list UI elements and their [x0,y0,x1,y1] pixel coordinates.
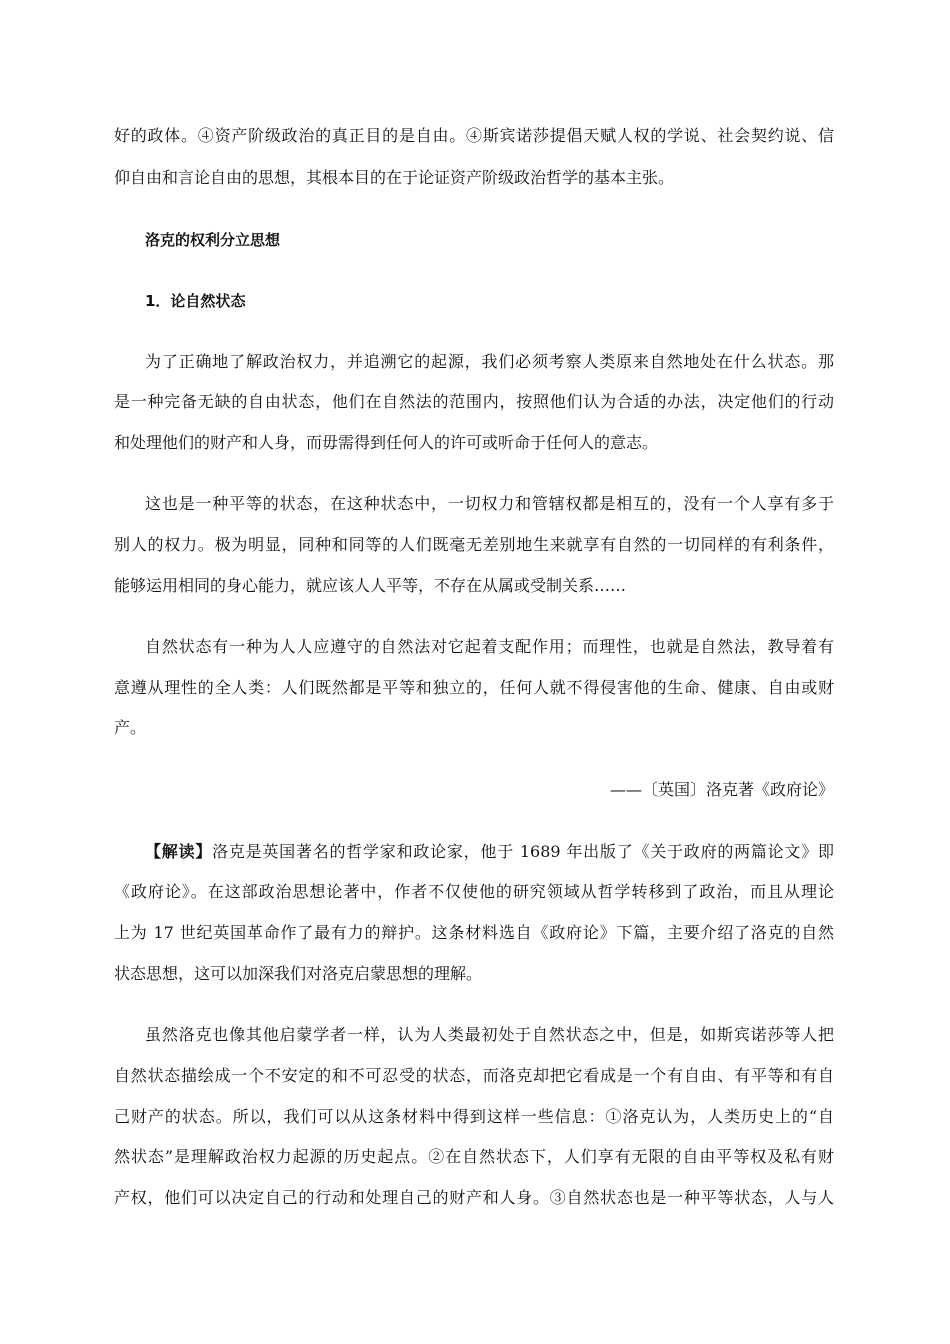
text-line: 这也是一种平等的状态，在这种状态中，一切权力和管辖权都是相互的，没有一个人享有多于 [145,494,834,513]
text-line: 自然状态有一种为人人应遵守的自然法对它起着支配作用；而理性，也就是自然法，教导着有 [145,637,834,656]
subsection-heading: 1．论自然状态 [145,292,246,310]
text-line: 虽然洛克也像其他启蒙学者一样，认为人类最初处于自然状态之中，但是，如斯宾诺莎等人把 [145,1025,834,1044]
text-line: 意遵从理性的全人类：人们既然都是平等和独立的，任何人就不得侵害他的生命、健康、自由或财 [114,678,834,697]
text-line: 别人的权力。极为明显，同种和同等的人们既毫无差别地生来就享有自然的一切同样的有利条件， [114,535,834,554]
text-line: 然状态”是理解政治权力起源的历史起点。②在自然状态下，人们享有无限的自由平等权及私有财 [114,1147,834,1166]
text-line: 好的政体。④资产阶级政治的真正目的是自由。④斯宾诺莎提倡天赋人权的学说、社会契约说、信 [114,126,834,145]
text-line: 自然状态描绘成一个不安定的和不可忍受的状态，而洛克却把它看成是一个有自由、有平等和有自 [114,1066,834,1085]
text-line [145,842,834,862]
text-line: 产。 [114,718,147,737]
section-heading: 洛克的权利分立思想 [145,231,281,249]
text-line: 状态思想，这可以加深我们对洛克启蒙思想的理解。 [114,964,483,983]
text-line: 能够运用相同的身心能力，就应该人人平等，不存在从属或受制关系…… [114,576,627,595]
text-line: 己财产的状态。所以，我们可以从这条材料中得到这样一些信息：①洛克认为，人类历史上的“自 [114,1107,834,1126]
text-line: 上为 17 世纪英国革命作了最有力的辩护。这条材料选自《政府论》下篇，主要介绍了洛克的自然 [114,923,834,942]
text-line: 《政府论》。在这部政治思想论著中，作者不仅使他的研究领域从哲学转移到了政治，而且从理论 [114,882,834,901]
text-line: 仰自由和言论自由的思想，其根本目的在于论证资产阶级政治哲学的基本主张。 [114,168,675,187]
commentary-tag: 【解读】 [145,842,213,861]
citation: ——〔英国〕洛克著《政府论》 [609,780,834,799]
text-line: 产权，他们可以决定自己的行动和处理自己的财产和人身。③自然状态也是一种平等状态，人与人 [114,1188,834,1207]
text-line: 和处理他们的财产和人身，而毋需得到任何人的许可或听命于任何人的意志。 [114,433,659,452]
text-line: 为了正确地了解政治权力，并追溯它的起源，我们必须考察人类原来自然地处在什么状态。那 [145,352,834,371]
commentary-text: 洛克是英国著名的哲学家和政论家，他于 1689 年出版了《关于政府的两篇论文》即 [212,842,834,861]
text-line: 是一种完备无缺的自由状态，他们在自然法的范围内，按照他们认为合适的办法，决定他们的行动 [114,392,834,411]
